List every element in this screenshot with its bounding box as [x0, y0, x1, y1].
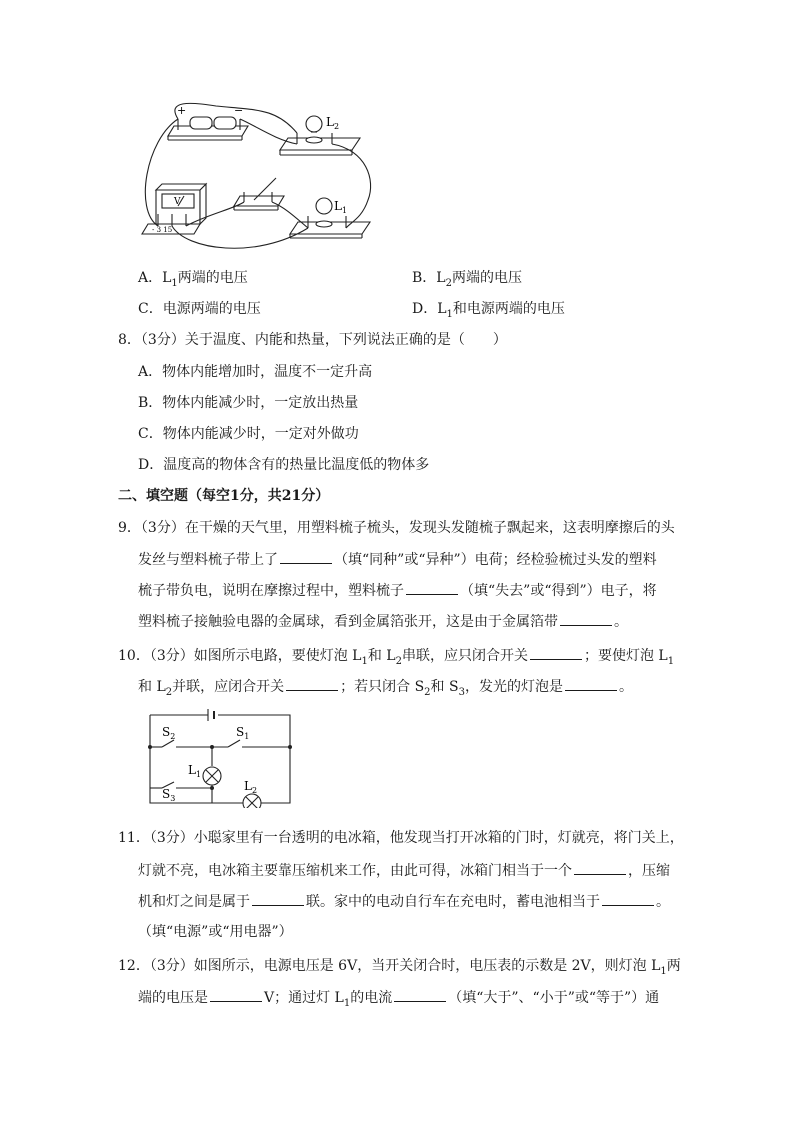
q7-voltmeter-label: V [174, 197, 181, 207]
q12-line-1: 12．（3分）如图所示，电源电压是 6V，当开关闭合时，电压表的示数是 2V，则灯泡 $L_1$两 [118, 958, 681, 977]
q7-plus-label: + [177, 104, 187, 117]
q10-circuit-diagram [140, 704, 300, 808]
q10-line-2: 和 $L_2$并联，应闭合开关 ；若只闭合 $S_2$和 $S_3$，发光的灯泡是 。 [138, 676, 633, 703]
q11-blank-2[interactable] [252, 891, 304, 906]
q7-option-d[interactable]: D．$L_1$和电源两端的电压 [412, 301, 565, 320]
q10-l1-label: $L_1$ [188, 763, 202, 779]
q10-s1-label: $S_1$ [236, 725, 250, 741]
q11-blank-1[interactable] [574, 860, 626, 875]
q9-blank-2[interactable] [406, 580, 458, 595]
q9-blank-1[interactable] [280, 549, 332, 564]
q10-l2-label: $L_2$ [244, 779, 258, 795]
q9-line-4: 塑料梳子接触验电器的金属球，看到金属箔张开，这是由于金属箔带 。 [138, 611, 628, 632]
q10-line-1: 10．（3分）如图所示电路，要使灯泡 $L_1$和 $L_2$串联，应只闭合开关 ；要使灯泡 $L_1$ [118, 645, 674, 672]
q11-line-1: 11．（3分）小聪家里有一台透明的电冰箱，他发现当打开冰箱的门时，灯就亮，将门关上， [118, 830, 684, 846]
q10-l2-sub: 2 [251, 786, 258, 795]
q7-l1-label: $L_1$ [334, 199, 348, 215]
q7-l1-sub: 1 [341, 206, 348, 215]
q9-line-3: 梳子带负电，说明在摩擦过程中，塑料梳子 （填“失去”或“得到”）电子，将 [138, 580, 657, 601]
q7-l2-sub: 2 [333, 122, 340, 131]
q7-option-c[interactable]: C．电源两端的电压 [138, 301, 261, 317]
q7-minus-label: − [234, 104, 244, 117]
q12-blank-2[interactable] [394, 987, 446, 1002]
q10-s3-sub: 3 [170, 794, 176, 803]
q12-line-2: 端的电压是 V；通过灯 $L_1$的电流 （填“大于”、“小于”或“等于”）通 [138, 987, 659, 1014]
q11-line-3: 机和灯之间是属于 联。家中的电动自行车在充电时，蓄电池相当于 。 [138, 891, 670, 912]
q10-s2-label: $S_2$ [162, 725, 176, 741]
q9-line-1: 9．（3分）在干燥的天气里，用塑料梳子梳头，发现头发随梳子飘起来，这表明摩擦后的头 [118, 520, 675, 536]
q9-line-2: 发丝与塑料梳子带上了 （填“同种”或“异种”）电荷；经检验梳过头发的塑料 [138, 549, 657, 570]
q11-blank-3[interactable] [602, 891, 654, 906]
q12-blank-1[interactable] [210, 987, 262, 1002]
q10-s2-sub: 2 [170, 732, 176, 741]
q7-option-b[interactable]: B．$L_2$两端的电压 [412, 270, 522, 289]
q8-option-a[interactable]: A．物体内能增加时，温度不一定升高 [138, 364, 373, 380]
q10-l1-sub: 1 [195, 770, 202, 779]
section-title: 二、填空题（每空1分，共21分） [118, 488, 330, 504]
q11-line-4: （填“电源”或“用电器”） [138, 924, 293, 940]
q8-option-d[interactable]: D．温度高的物体含有的热量比温度低的物体多 [138, 457, 430, 473]
q8-option-c[interactable]: C．物体内能减少时，一定对外做功 [138, 426, 359, 442]
q7-option-a[interactable]: A．$L_1$两端的电压 [138, 270, 248, 289]
q11-line-2: 灯就不亮，电冰箱主要靠压缩机来工作，由此可得，冰箱门相当于一个 ，压缩 [138, 860, 670, 881]
q7-l2-label: $L_2$ [326, 115, 340, 131]
q8-stem: 8．（3分）关于温度、内能和热量，下列说法正确的是（ ） [118, 332, 507, 348]
q7-circuit-figure [136, 100, 390, 256]
q8-option-b[interactable]: B．物体内能减少时，一定放出热量 [138, 395, 359, 411]
q10-blank-1[interactable] [530, 645, 582, 660]
q7-terminals-label: - 3 15 [152, 226, 173, 234]
q10-blank-2[interactable] [286, 676, 338, 691]
q9-blank-3[interactable] [560, 611, 612, 626]
q10-s3-label: $S_3$ [162, 787, 176, 803]
q10-blank-3[interactable] [565, 676, 617, 691]
q10-s1-sub: 1 [244, 732, 250, 741]
